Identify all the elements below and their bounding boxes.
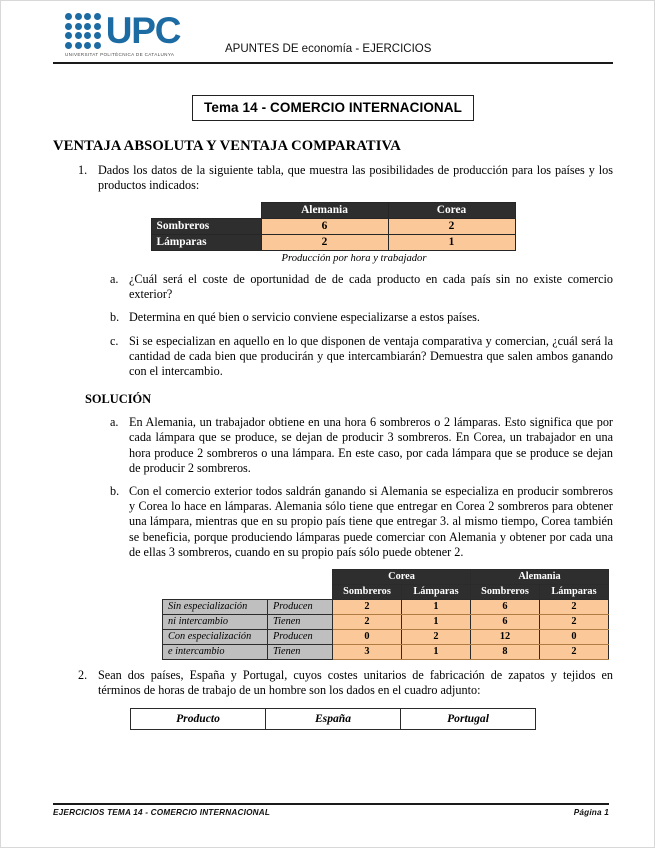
- cell-g0r1c1: 1: [402, 614, 471, 629]
- document-header-text: APUNTES DE economía - EJERCICIOS: [225, 43, 432, 55]
- cell-g0r0c2: 6: [471, 599, 540, 614]
- cell-g1r1c0: 3: [333, 644, 402, 659]
- solution-item-a: [110, 415, 613, 476]
- exercise-1-text: Dados los datos de la siguiente tabla, que muestra las posibilidades de producción para los países y los productos indicados:: [98, 163, 613, 193]
- table-row: [163, 614, 609, 629]
- solution-a-text: En Alemania, un trabajador obtiene en una hora 6 sombreros o 2 lámparas. Esto significa que por cada lámpara que se produce, se dejan de producir 3 sombreros. En Corea, un trabajador en una hora produce 2 sombreros o una lámpara. En este caso, por cada lámpara que se produce se dejan de producir 2 sombreros.: [129, 415, 613, 475]
- table-row: [131, 709, 536, 730]
- rowgroup-0-label-line2: ni intercambio: [163, 614, 268, 629]
- col-header-espana: España: [266, 709, 401, 730]
- costs-table: [130, 708, 536, 730]
- cell-g1r0c2: 12: [471, 629, 540, 644]
- exercise-1-sub-b: [110, 310, 613, 325]
- comparison-table-wrapper: [53, 569, 613, 660]
- cell-g0r1c3: 2: [540, 614, 609, 629]
- cell-g1r0c1: 2: [402, 629, 471, 644]
- rowgroup-1-label-line1: Con especialización: [163, 629, 268, 644]
- table-row: [163, 569, 609, 584]
- title-wrapper: [53, 95, 613, 121]
- table-row: [163, 584, 609, 599]
- rowgroup-0-row-0-action: Producen: [268, 599, 333, 614]
- cell-g0r0c1: 1: [402, 599, 471, 614]
- row-header-sombreros: Sombreros: [151, 219, 261, 235]
- table-corner-cell-4: [268, 584, 333, 599]
- footer-left-text: EJERCICIOS TEMA 14 - COMERCIO INTERNACIONAL: [53, 808, 271, 817]
- exercise-2: [78, 668, 613, 698]
- exercise-2-text: Sean dos países, España y Portugal, cuyos costes unitarios de fabricación de zapatos y tejidos en términos de horas de trabajo de un hombre son los dados en el cuadro adjunto:: [98, 667, 613, 698]
- page-footer: [53, 803, 609, 817]
- table-row: [163, 629, 609, 644]
- cell-g1r1c2: 8: [471, 644, 540, 659]
- solution-a-marker: a.: [110, 415, 119, 430]
- cell-g1r1c1: 1: [402, 644, 471, 659]
- page-content: [53, 1, 613, 730]
- group-header-alemania: Alemania: [471, 569, 609, 584]
- column-header-alemania: Alemania: [261, 203, 388, 219]
- sub-b-text: Determina en qué bien o servicio conviene especializarse a estos países.: [129, 310, 480, 325]
- cell-g1r0c0: 0: [333, 629, 402, 644]
- sub-a-text: ¿Cuál será el coste de oportunidad de de cada producto en cada país sin no existe comercio exterior?: [129, 271, 613, 302]
- table-corner-cell-1: [163, 569, 268, 584]
- cell-g0r0c0: 2: [333, 599, 402, 614]
- table-row: [163, 599, 609, 614]
- footer-divider: [53, 803, 609, 805]
- cell-sombreros-corea: 2: [388, 219, 515, 235]
- table-row: [151, 219, 515, 235]
- rowgroup-1-row-1-action: Tienen: [268, 644, 333, 659]
- rowgroup-1-row-0-action: Producen: [268, 629, 333, 644]
- table-row: [163, 644, 609, 659]
- table-corner-cell-2: [268, 569, 333, 584]
- cell-g0r0c3: 2: [540, 599, 609, 614]
- col-corea-sombreros: Sombreros: [333, 584, 402, 599]
- comparison-table: [162, 569, 609, 660]
- sub-b-marker: b.: [110, 310, 120, 325]
- cell-lamparas-alemania: 2: [261, 235, 388, 251]
- cell-g0r1c2: 6: [471, 614, 540, 629]
- group-header-corea: Corea: [333, 569, 471, 584]
- rowgroup-0-row-1-action: Tienen: [268, 614, 333, 629]
- cell-g1r1c3: 2: [540, 644, 609, 659]
- exercise-1-sub-c: [110, 334, 613, 380]
- cell-sombreros-alemania: 6: [261, 219, 388, 235]
- exercise-2-marker: 2.: [78, 667, 88, 682]
- solution-b-text: Con el comercio exterior todos saldrán ganando si Alemania se especializa en producir sombreros y Corea lo hace en lámparas. Alemania sólo tiene que entregar en Corea 2 sombreros para obtener una lámpara, mientras que en su propio país tiene que entregar 3. al mismo tiempo, Corea también se beneficia, porque produciendo lámparas puede comerciar con Alemania y obtener por cada una de ellas 3 sombreros, cuando en su propio país sólo puede obtener 2.: [129, 483, 613, 559]
- table-row: [151, 203, 515, 219]
- column-header-corea: Corea: [388, 203, 515, 219]
- header-divider: [53, 62, 613, 64]
- table-row: [151, 235, 515, 251]
- solution-item-b: [110, 484, 613, 560]
- production-table: [151, 202, 516, 251]
- exercise-1: [78, 163, 613, 193]
- production-table-caption: Producción por hora y trabajador: [281, 252, 427, 264]
- solution-b-marker: b.: [110, 483, 120, 498]
- col-alemania-sombreros: Sombreros: [471, 584, 540, 599]
- col-header-portugal: Portugal: [401, 709, 536, 730]
- rowgroup-0-label-line1: Sin especialización: [163, 599, 268, 614]
- sub-a-marker: a.: [110, 271, 119, 286]
- cell-lamparas-corea: 1: [388, 235, 515, 251]
- exercise-1-sub-a: [110, 272, 613, 302]
- section-heading-solucion: SOLUCIÓN: [85, 392, 152, 407]
- page-header: [53, 1, 613, 75]
- table-corner-cell: [151, 203, 261, 219]
- col-header-producto: Producto: [131, 709, 266, 730]
- upc-dot-grid-icon: [65, 13, 101, 49]
- exercise-1-marker: 1.: [78, 163, 88, 177]
- col-corea-lamparas: Lámparas: [402, 584, 471, 599]
- upc-wordmark: UPC: [105, 9, 181, 51]
- rowgroup-1-label-line2: e intercambio: [163, 644, 268, 659]
- page-title: Tema 14 - COMERCIO INTERNACIONAL: [192, 95, 474, 121]
- footer-page-number: Página 1: [573, 808, 609, 817]
- sub-c-marker: c.: [110, 333, 119, 348]
- cell-g1r0c3: 0: [540, 629, 609, 644]
- section-heading-ventaja: VENTAJA ABSOLUTA Y VENTAJA COMPARATIVA: [53, 138, 401, 154]
- row-header-lamparas: Lámparas: [151, 235, 261, 251]
- table-corner-cell-3: [163, 584, 268, 599]
- col-alemania-lamparas: Lámparas: [540, 584, 609, 599]
- cell-g0r1c0: 2: [333, 614, 402, 629]
- upc-logo: [65, 9, 225, 57]
- sub-c-text: Si se especializan en aquello en lo que disponen de ventaja comparativa y comercian, ¿cuál será la cantidad de cada bien que producirán y que intercambiarán? Demuestra que salen ambos ganando con el intercambio.: [129, 333, 613, 378]
- upc-logo-subtitle: UNIVERSITAT POLITÈCNICA DE CATALUNYA: [65, 51, 175, 57]
